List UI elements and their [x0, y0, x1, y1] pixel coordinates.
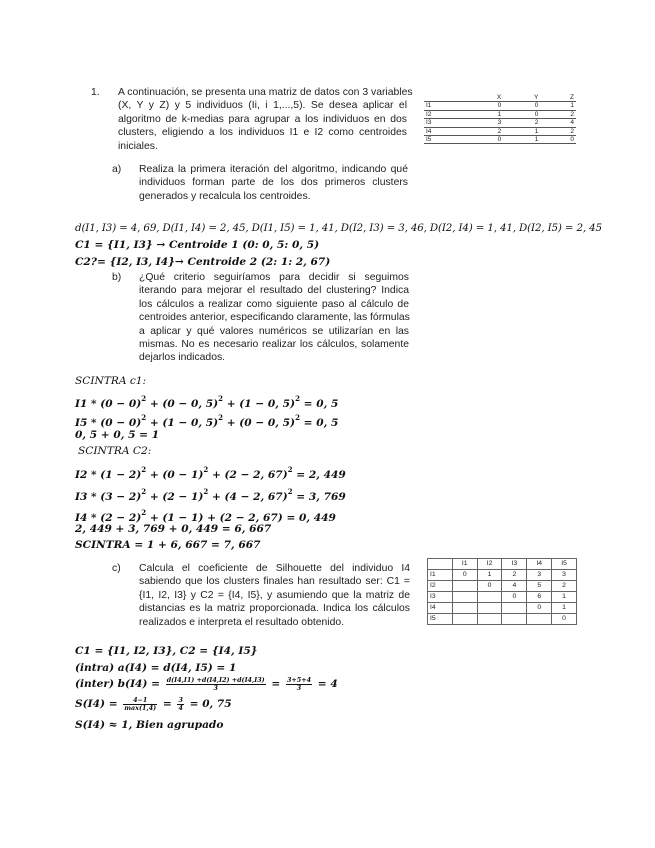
part-c-line: sabiendo que los clusters finales han resultado ser: C1 =	[139, 576, 410, 588]
fraction-denominator: 3	[213, 683, 218, 692]
part-b-line: centroides anterior, especificando claramente, las fórmulas	[139, 312, 410, 324]
part-c-text	[139, 562, 410, 629]
formula-result: = 3, 769	[292, 491, 346, 503]
table-cell: 1	[503, 127, 540, 135]
table-cell: I3	[428, 592, 453, 603]
exponent: 2	[141, 465, 147, 474]
question-number: 1.	[91, 87, 100, 98]
table-cell: 0	[540, 136, 576, 144]
fraction-denominator: max(1,4)	[124, 703, 157, 712]
intro-line: iniciales.	[118, 140, 158, 152]
table-header-cell: I4	[527, 559, 552, 570]
scintra-c1-title: SCINTRA c1:	[75, 375, 147, 387]
table-cell: 6	[527, 592, 552, 603]
exponent: 2	[141, 508, 147, 517]
table-cell	[452, 592, 477, 603]
silhouette-conclusion: S(I4) ≈ 1, Bien agrupado	[75, 719, 224, 731]
formula-term: + (0 − 0, 5)	[146, 398, 219, 410]
part-a-label: a)	[112, 164, 122, 175]
table-cell: 2	[503, 119, 540, 127]
formula-term: + (2 − 2, 67)	[208, 469, 288, 481]
centroid1: Centroide 1 (0: 0, 5: 0, 5)	[168, 239, 320, 251]
exponent: 2	[141, 394, 147, 403]
table-cell: 4	[502, 581, 527, 592]
exponent: 2	[295, 394, 300, 403]
part-b-line: dejarlos indicados.	[139, 352, 226, 364]
centroid2: Centroide 2 (2: 1: 2, 67)	[187, 256, 331, 268]
table-cell	[477, 592, 502, 603]
table-cell: 1	[477, 570, 502, 581]
part-c-line: realizados e interpreta el resultado obtenido.	[139, 616, 345, 628]
table-row	[428, 603, 577, 614]
formula-term: + (1 − 1) + (2 − 2, 67) = 0, 449	[146, 512, 336, 524]
exponent: 2	[295, 413, 300, 422]
table-row	[424, 127, 576, 135]
table-cell: 3	[552, 570, 577, 581]
formula-term: I4 * (2 − 2)	[75, 512, 142, 524]
table-cell: I2	[424, 110, 466, 118]
inter-distance-line	[75, 674, 338, 694]
equals-sign: =	[162, 698, 172, 710]
silhouette-fraction-1	[123, 697, 157, 712]
formula-result: = 0, 5	[299, 417, 339, 429]
formula-term: I3 * (3 − 2)	[75, 491, 142, 503]
table-cell: 0	[466, 136, 503, 144]
table-cell	[477, 614, 502, 625]
table-cell: 1	[540, 102, 576, 110]
part-c-line: distancias es la matriz proporcionada. Indica los cálculos	[139, 603, 410, 615]
table-cell: 2	[540, 110, 576, 118]
formula-term: S(I4) =	[75, 698, 118, 710]
fraction-denominator: 4	[178, 703, 183, 712]
table-cell: 2	[540, 127, 576, 135]
fraction-numerator: 3	[178, 695, 183, 704]
part-c-label: c)	[112, 563, 121, 574]
part-b-line: ¿Qué criterio seguiríamos para decidir si seguimos	[139, 272, 409, 283]
table-header-cell	[424, 94, 466, 102]
table-cell	[452, 614, 477, 625]
distance-matrix-table	[427, 558, 577, 625]
exponent: 2	[141, 413, 147, 422]
part-b-label: b)	[112, 272, 122, 283]
fraction-numerator: 3+5+4	[286, 675, 312, 684]
formula-term: + (0 − 1)	[146, 469, 204, 481]
table-cell: 1	[552, 603, 577, 614]
intro-line: clusters, eligiendo a los individuos I1 e I2 como centroides	[118, 127, 407, 139]
intro-line: A continuación, se presenta una matriz de datos con 3 variables	[118, 87, 413, 98]
formula-result: = 0, 75	[189, 698, 232, 710]
table-row	[428, 581, 577, 592]
cluster2-line	[75, 255, 330, 269]
part-a-text	[139, 163, 408, 203]
formula-term: I2 * (1 − 2)	[75, 469, 142, 481]
table-cell: I2	[428, 581, 453, 592]
table-cell: I1	[428, 570, 453, 581]
exponent: 2	[218, 394, 224, 403]
table-header-cell: I1	[452, 559, 477, 570]
table-header-cell: X	[466, 94, 503, 102]
part-c-line: {I1, I2, I3} y C2 = {I4, I5}, y asumiendo que la matriz de	[139, 589, 410, 601]
distances-line: d(I1, I3) = 4, 69, D(I1, I4) = 2, 45, D(I1, I5) = 1, 41, D(I2, I3) = 3, 46, D(I2, I4) = 1, 41, D(I2, I5) = 2, 45	[75, 222, 602, 234]
table-cell: 4	[540, 119, 576, 127]
inter-fraction-2	[286, 677, 312, 692]
table-cell	[452, 581, 477, 592]
part-b-line: iterando para mejorar el resultado del clustering? Indica	[139, 285, 409, 297]
formula-term: + (2 − 1)	[146, 491, 204, 503]
table-row	[424, 102, 576, 110]
part-b-text	[139, 271, 409, 365]
table-cell: 0	[503, 110, 540, 118]
table-cell: 5	[527, 581, 552, 592]
table-cell: I1	[424, 102, 466, 110]
intro-line: (X, Y y Z) y 5 individuos (Ii, i 1,...,5). Se desea aplicar el	[118, 100, 407, 112]
table-cell: I5	[428, 614, 453, 625]
table-cell: 3	[466, 119, 503, 127]
exponent: 2	[203, 487, 209, 496]
fraction-numerator: d(I4,I1) +d(I4,I2) +d(I4,I3)	[166, 675, 265, 684]
equals-sign: =	[271, 678, 281, 690]
table-header-cell	[428, 559, 453, 570]
table-cell: 0	[502, 592, 527, 603]
table-cell: 0	[552, 614, 577, 625]
table-cell: 0	[477, 581, 502, 592]
table-cell: I3	[424, 119, 466, 127]
part-b-line: mismas. No es necesario realizar los cálculos, solamente	[139, 339, 409, 351]
formula-term: + (1 − 0, 5)	[223, 398, 296, 410]
exponent: 2	[141, 487, 147, 496]
cluster2-set: C2?= {I2, I3, I4}→	[75, 256, 184, 268]
table-row	[424, 136, 576, 144]
formula-term: I1 * (0 − 0)	[75, 398, 142, 410]
exponent: 2	[287, 465, 293, 474]
table-cell: 0	[452, 570, 477, 581]
table-cell: 0	[466, 102, 503, 110]
table-row	[428, 614, 577, 625]
table-cell: I4	[424, 127, 466, 135]
table-cell: 1	[552, 592, 577, 603]
data-matrix-table	[424, 94, 576, 144]
table-cell	[502, 603, 527, 614]
table-cell: 2	[466, 127, 503, 135]
cluster1-set: C1 = {I1, I3} →	[75, 239, 166, 251]
table-cell: 0	[503, 102, 540, 110]
table-header-cell: Z	[540, 94, 576, 102]
table-header-cell: I2	[477, 559, 502, 570]
scintra-c2-sum: 2, 449 + 3, 769 + 0, 449 = 6, 667	[75, 523, 272, 535]
question-intro	[118, 86, 413, 153]
intra-distance-line: (intra) a(I4) = d(I4, I5) = 1	[75, 662, 237, 674]
table-header-row	[428, 559, 577, 570]
table-row	[428, 570, 577, 581]
table-cell: 3	[527, 570, 552, 581]
table-cell: 2	[502, 570, 527, 581]
inter-fraction-1	[166, 677, 266, 692]
table-cell	[502, 614, 527, 625]
table-cell	[452, 603, 477, 614]
table-cell: 1	[503, 136, 540, 144]
part-c-line: Calcula el coeficiente de Silhouette del individuo I4	[139, 563, 410, 574]
exponent: 2	[287, 487, 293, 496]
part-a-line: generados y recalcula los centroides.	[139, 190, 311, 202]
formula-term: + (4 − 2, 67)	[208, 491, 288, 503]
exponent: 2	[218, 413, 224, 422]
scintra-c2-line1	[75, 463, 346, 482]
table-header-cell: I5	[552, 559, 577, 570]
table-cell: 0	[527, 603, 552, 614]
table-row	[424, 119, 576, 127]
formula-result: = 0, 5	[299, 398, 339, 410]
table-cell	[527, 614, 552, 625]
cluster1-line	[75, 238, 319, 252]
formula-term: (inter) b(I4) =	[75, 678, 160, 690]
intro-line: algoritmo de k-medias para agrupar a los individuos en dos	[118, 113, 407, 125]
scintra-c1-line1	[75, 392, 338, 411]
table-row	[428, 592, 577, 603]
formula-term: + (0 − 0, 5)	[223, 417, 296, 429]
part-a-line: Realiza la primera iteración del algoritmo, indicando qué	[139, 164, 408, 175]
table-cell: 2	[552, 581, 577, 592]
formula-result: = 2, 449	[292, 469, 346, 481]
formula-result: = 4	[317, 678, 338, 690]
silhouette-line	[75, 694, 232, 714]
formula-term: + (1 − 0, 5)	[146, 417, 219, 429]
part-b-line: los cálculos a realizar como siguiente paso al cálculo de	[139, 298, 409, 310]
final-clusters-line: C1 = {I1, I2, I3}, C2 = {I4, I5}	[75, 645, 258, 657]
table-cell	[477, 603, 502, 614]
scintra-c2-line2	[75, 485, 346, 504]
table-cell: I4	[428, 603, 453, 614]
part-b-line: a aplicar y qué valores numéricos se utilizarían en las	[139, 325, 409, 337]
table-cell: 1	[466, 110, 503, 118]
fraction-numerator: 4−1	[123, 697, 157, 705]
silhouette-fraction-2	[177, 697, 183, 712]
fraction-denominator: 3	[296, 683, 302, 692]
part-a-line: individuos forman parte de los dos primeros clusters	[139, 177, 408, 189]
formula-term: I5 * (0 − 0)	[75, 417, 142, 429]
table-header-row	[424, 94, 576, 102]
scintra-total: SCINTRA = 1 + 6, 667 = 7, 667	[75, 539, 261, 551]
scintra-c2-title: SCINTRA C2:	[78, 445, 152, 457]
table-header-cell: Y	[503, 94, 540, 102]
exponent: 2	[203, 465, 209, 474]
table-header-cell: I3	[502, 559, 527, 570]
scintra-c1-sum: 0, 5 + 0, 5 = 1	[75, 429, 160, 441]
table-cell: I5	[424, 136, 466, 144]
table-row	[424, 110, 576, 118]
